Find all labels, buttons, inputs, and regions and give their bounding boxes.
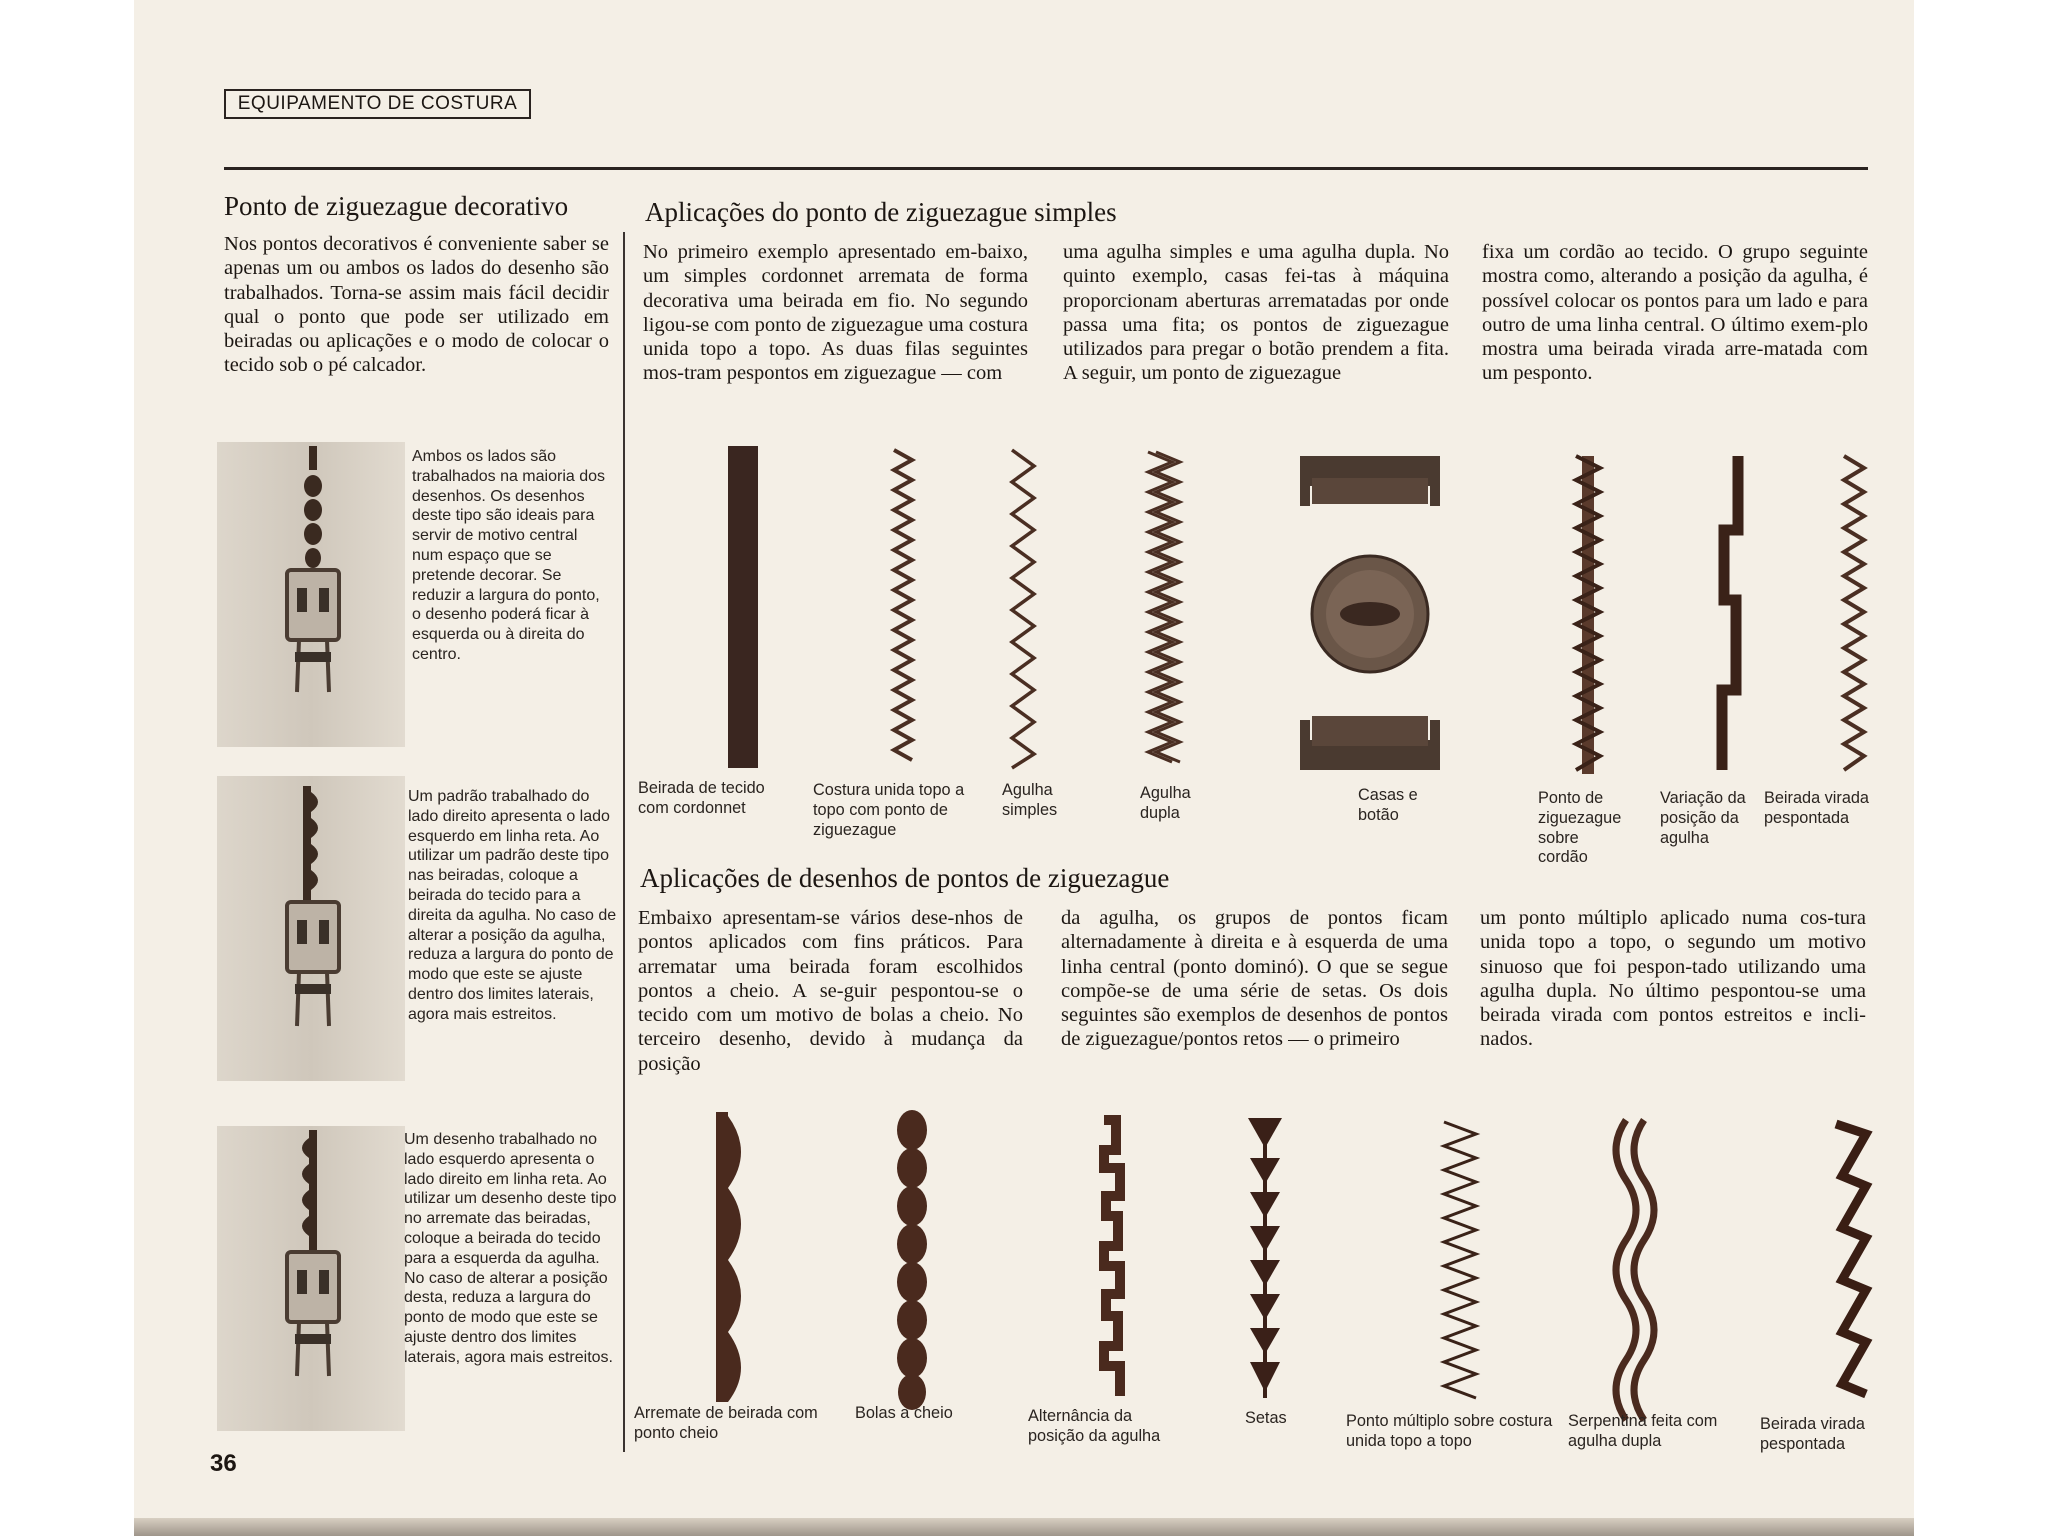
cap-zigzag-cord: Ponto de ziguezague sobre cordão: [1538, 789, 1622, 867]
simple-text-col1: No primeiro exemplo apresentado em-baixo, um simples cordonnet arremata de forma decorativa uma beirada em fio. No segundo ligou-se com ponto de ziguezague uma costura unida topo a topo. As duas filas seguintes mos-tram pespontos em ziguezague — com: [643, 241, 1028, 385]
sample-domino: [1104, 1120, 1120, 1396]
cap-butt-seam: Costura unida topo a topo com ponto de ziguezague: [813, 781, 965, 839]
sample-satin-balls: [897, 1110, 927, 1410]
cap-serpentine: Serpentina feita com agulha dupla: [1568, 1412, 1718, 1450]
cap-multi-stitch: Ponto múltiplo sobre costura unida topo a topo: [1346, 1412, 1553, 1450]
sample-serpentine: [1616, 1120, 1654, 1420]
sample-arrows: [1248, 1118, 1282, 1398]
page-number: 36: [210, 1450, 237, 1477]
cap-satin-balls: Bolas a cheio: [855, 1404, 953, 1422]
designs-text-col1: Embaixo apresentam-se vários dese-nhos de pontos aplicados com fins práticos. Para arrematar uma beirada foram escolhidos pontos a cheio. A se-guir pespontou-se o tecido com um motivo de bolas a cheio. No terceiro desenho, devido à mudança da posição: [638, 907, 1023, 1075]
cap-arrows: Setas: [1245, 1409, 1287, 1427]
cap-satin-edge: Arremate de beirada com ponto cheio: [634, 1404, 818, 1442]
caption-both-sides: Ambos os lados são trabalhados na maioria dos desenhos. Os desenhos deste tipo são ideais para servir de motivo central num espaço que se pretende decorar. Se reduzir a largura do ponto, o desenho poderá ficar à esquerda ou à direita do centro.: [412, 448, 606, 663]
cap-turned-edge-slanted: Beirada virada pespontada: [1760, 1415, 1865, 1453]
designs-text-col3: um ponto múltiplo aplicado numa cos-tura unida topo a topo, o segundo um motivo sinuoso que foi pespon-tado utilizando uma agulha dupla. No último pespontou-se uma beirada virada com pontos estreitos e incli-nados.: [1480, 907, 1866, 1051]
cap-double-needle: Agulha dupla: [1140, 784, 1191, 822]
cap-single-needle: Agulha simples: [1002, 781, 1058, 819]
caption-left-side: Um desenho trabalhado no lado esquerdo apresenta o lado direito em linha reta. Ao utilizar um desenho deste tipo no arremate das beiradas, coloque a beirada do tecido para a esquerda da agulha. No caso de alterar a posição desta, reduza a largura do ponto de modo que este se ajuste dentro dos limites laterais, agora mais estreitos.: [404, 1131, 617, 1366]
left-intro-text: Nos pontos decorativos é conveniente saber se apenas um ou ambos os lados do desenho são trabalhados. Torna-se assim mais fácil decidir qual o ponto que pode ser utilizado em beiradas ou aplicações e o modo de colocar o tecido sob o pé calcador.: [224, 233, 609, 377]
section-header-box: EQUIPAMENTO DE COSTURA: [224, 89, 531, 119]
sample-turned-edge-slanted: [1836, 1124, 1866, 1394]
caption-right-side: Um padrão trabalhado do lado direito apresenta o lado esquerdo em linha reta. Ao utilizar um padrão deste tipo nas beiradas, coloque a beirada do tecido para a direita da agulha. No caso de alterar a posição da agulha, reduza a largura do ponto de modo que este se ajuste dentro dos limites laterais, agora mais estreitos.: [408, 788, 617, 1023]
simple-section-title: Aplicações do ponto de ziguezague simples: [645, 197, 1117, 227]
sample-multi-stitch: [1444, 1122, 1476, 1398]
designs-text-col2: da agulha, os grupos de pontos ficam alternadamente à direita e à esquerda de uma linha central (ponto dominó). O que se segue compõe-se de uma série de setas. Os dois seguintes são exemplos de desenhos de pontos de ziguezague/pontos retos — o primeiro: [1061, 907, 1448, 1051]
sample-satin-edge: [716, 1112, 741, 1402]
cap-needle-position: Variação da posição da agulha: [1660, 789, 1746, 847]
simple-text-col2: uma agulha simples e uma agulha dupla. No quinto exemplo, casas fei-tas à máquina proporcionam aberturas arrematadas por onde passa uma fita; os pontos de ziguezague utilizados para pregar o botão prendem a fita. A seguir, um ponto de ziguezague: [1063, 241, 1449, 385]
left-section-title: Ponto de ziguezague decorativo: [224, 191, 569, 221]
simple-text-col3: fixa um cordão ao tecido. O grupo seguinte mostra como, alterando a posição da agulha, é possível colocar os pontos para um lado e para outro de uma linha central. O último exem-plo mostra uma beirada virada arre-matada com um pesponto.: [1482, 241, 1868, 385]
cap-cordonnet: Beirada de tecido com cordonnet: [638, 779, 765, 817]
cap-domino: Alternância da posição da agulha: [1028, 1407, 1161, 1445]
designs-section-title: Aplicações de desenhos de pontos de ziguezague: [640, 863, 1170, 893]
cap-buttonhole: Casas e botão: [1358, 786, 1418, 824]
cap-turned-edge: Beirada virada pespontada: [1764, 789, 1869, 827]
